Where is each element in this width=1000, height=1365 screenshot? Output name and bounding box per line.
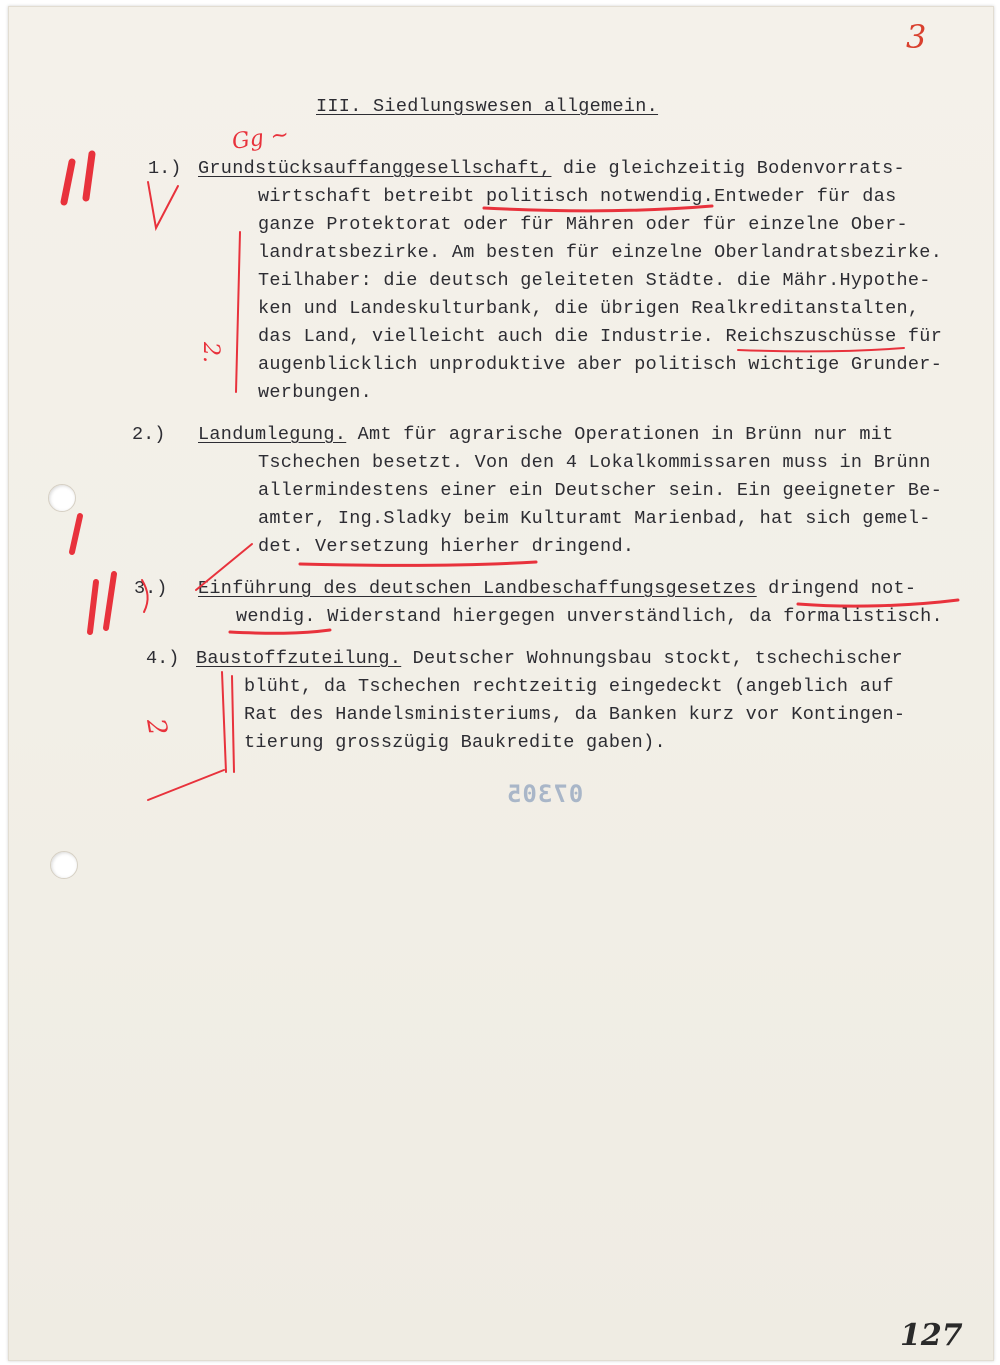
item-1-line-7: das Land, vielleicht auch die Industrie. Reichszuschüsse für: [258, 326, 943, 347]
archive-stamp: 07305: [506, 780, 584, 808]
item-3-text: dringend not-: [756, 578, 917, 599]
item-1-title: Grundstücksauffanggesellschaft,: [198, 158, 552, 179]
item-1-line-4: landratsbezirke. Am besten für einzelne Oberlandratsbezirke.: [258, 242, 943, 263]
item-4-line-2: blüht, da Tschechen rechtzeitig eingedeckt (angeblich auf: [244, 676, 894, 697]
item-1-line-6: ken und Landeskulturbank, die übrigen Realkreditanstalten,: [258, 298, 920, 319]
item-4-number: 4.): [146, 648, 180, 669]
item-1-line-2: wirtschaft betreibt politisch notwendig.Entweder für das: [258, 186, 897, 207]
item-1-number: 1.): [148, 158, 182, 179]
item-4-line-4: tierung grosszügig Baukredite gaben).: [244, 732, 666, 753]
item-4-title: Baustoffzuteilung.: [196, 648, 402, 669]
punch-hole-bottom: [50, 851, 78, 879]
item-2-line-1: [198, 424, 894, 445]
item-3-number: 3.): [134, 578, 168, 599]
item-1-line-9: werbungen.: [258, 382, 373, 403]
item-2-text: Amt für agrarische Operationen in Brünn nur mit: [346, 424, 894, 445]
item-1-line-5: Teilhaber: die deutsch geleiteten Städte. die Mähr.Hypothe-: [258, 270, 931, 291]
margin-note-item-1: Gg ~: [230, 122, 291, 155]
item-2-line-4: amter, Ing.Sladky beim Kulturamt Marienbad, hat sich gemel-: [258, 508, 931, 529]
item-3-line-1: [198, 578, 916, 599]
margin-note-item-1-side: 2.: [198, 342, 223, 363]
item-1-line-3: ganze Protektorat oder für Mähren oder für einzelne Ober-: [258, 214, 908, 235]
handwritten-page-number: 3: [906, 18, 927, 56]
item-2-line-3: allermindestens einer ein Deutscher sein. Ein geeigneter Be-: [258, 480, 943, 501]
item-1-line-8: augenblicklich unproduktive aber politisch wichtige Grunder-: [258, 354, 943, 375]
item-1-text: die gleichzeitig Bodenvorrats-: [551, 158, 905, 179]
item-2-line-2: Tschechen besetzt. Von den 4 Lokalkommissaren muss in Brünn: [258, 452, 931, 473]
item-2-line-5: det. Versetzung hierher dringend.: [258, 536, 635, 557]
item-4-text: Deutscher Wohnungsbau stockt, tschechischer: [401, 648, 903, 669]
item-1-line-1: [198, 158, 905, 179]
margin-note-item-4-side: 2: [140, 716, 173, 738]
handwritten-folio-number: 127: [900, 1318, 963, 1353]
item-3-line-2: wendig. Widerstand hiergegen unverständlich, da formalistisch.: [236, 606, 943, 627]
item-4-line-1: [196, 648, 903, 669]
item-2-number: 2.): [132, 424, 166, 445]
item-4-line-3: Rat des Handelsministeriums, da Banken kurz vor Kontingen-: [244, 704, 906, 725]
item-2-title: Landumlegung.: [198, 424, 347, 445]
section-heading: III. Siedlungswesen allgemein.: [316, 96, 659, 117]
punch-hole-top: [48, 484, 76, 512]
item-3-title: Einführung des deutschen Landbeschaffungsgesetzes: [198, 578, 757, 599]
